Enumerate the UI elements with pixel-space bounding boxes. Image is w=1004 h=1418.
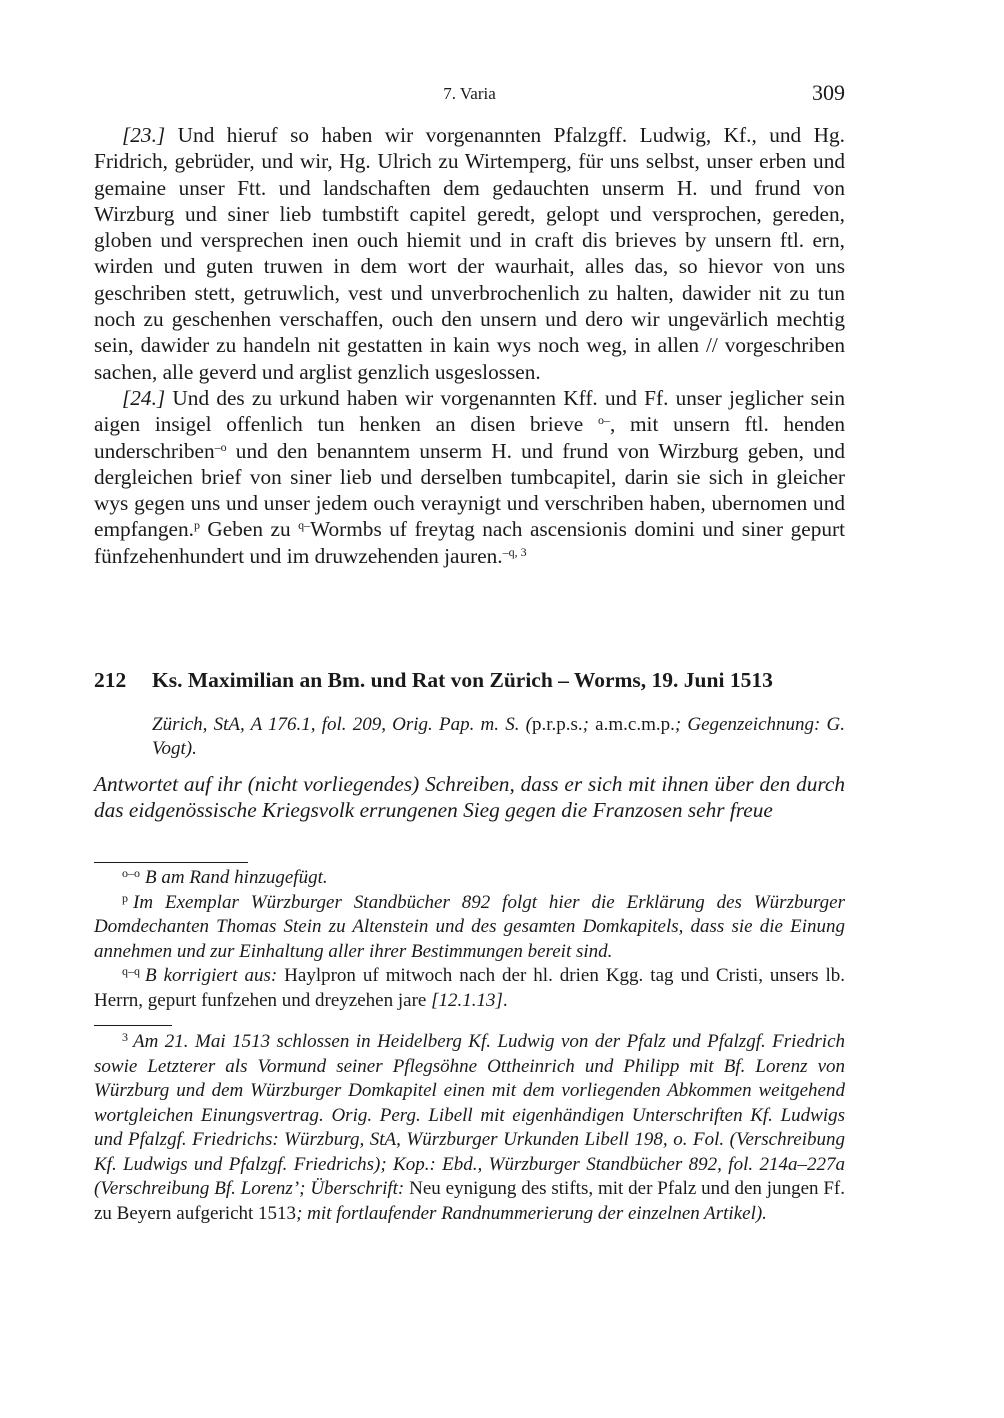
note-mark: q–q <box>122 964 140 978</box>
note-mark-o-open[interactable]: o– <box>597 413 610 428</box>
note-mark-q-open[interactable]: q– <box>298 518 311 533</box>
footnote-divider <box>94 1025 172 1026</box>
note-mark: 3 <box>122 1030 128 1044</box>
textual-note <box>94 964 845 1013</box>
page-number: 309 <box>812 80 845 105</box>
source-text: ; Gegenzeichnung: G. Vogt). <box>152 714 845 759</box>
textual-note <box>94 866 845 891</box>
note-text: ; mit fortlaufender Randnummerierung der einzelnen Artikel). <box>296 1202 767 1224</box>
source-text: Zürich, StA, A 176.1, fol. 209, Orig. Pap. m. S. ( <box>152 714 532 735</box>
note-text: Im Exemplar Würzburger Standbücher 892 folgt hier die Erklärung des Würzburger Domdechanten Thomas Stein zu Altenstein und des gesamten Domkapitels, dass sie die Einung annehmen und zur Einhaltung aller ihrer Bestimmungen bereit sind. <box>94 891 845 962</box>
commentary-notes <box>94 1030 845 1226</box>
textual-notes <box>94 866 845 1013</box>
note-text: B korrigiert aus: <box>145 965 278 986</box>
paragraph-label: [23.] <box>122 123 166 147</box>
note-mark: o–o <box>122 866 140 880</box>
document-title: Ks. Maximilian an Bm. und Rat von Zürich – Worms, 19. Juni 1513 <box>152 668 773 692</box>
note-text: [12.1.13] <box>431 989 503 1011</box>
note-text: Neu eynigung des stifts, mit der Pfalz und den jungen Ff. zu Beyern aufgericht 1513 <box>94 1178 846 1224</box>
running-head <box>94 80 845 108</box>
note-mark-o-close[interactable]: –o <box>214 439 227 454</box>
paragraph-label: [24.] <box>122 385 166 410</box>
paragraph-text: Und des zu urkund haben wir vorgenannten Kff. und Ff. unser jeglicher sein aigen insigel offenlich tun henken an disen brieve <box>94 385 845 437</box>
note-mark-q-close[interactable]: –q, 3 <box>502 544 527 559</box>
edition-text <box>94 122 845 569</box>
footnote-divider <box>94 862 248 863</box>
source-citation <box>152 713 845 761</box>
paragraph-text: und den benanntem unserm H. und frund von Wirzburg geben, und dergleichen brief von siner lieb und derselben tumbcapitel, darin sie sich in gleicher wys gegen uns und unser jedem ouch veraynigt und verschriben haben, ubernomen und empfangen. <box>94 438 845 542</box>
textual-note <box>94 891 845 965</box>
document-heading <box>94 668 845 693</box>
note-text: Haylpron uf mitwoch nach der hl. drien Kgg. tag und Cristi, unsers lb. Herrn, gepurt funfzehen und dreyzehen jare <box>94 965 845 1011</box>
paragraph-text: Und hieruf so haben wir vorgenannten Pfalzgff. Ludwig, Kf., und Hg. Fridrich, gebrüder, und wir, Hg. Ulrich zu Wirtemperg, für uns selbst, unser erben und gemaine unser Ftt. und landschaften dem gedauchten unserm H. und frund von Wirzburg und siner lieb tumbstift capitel geredt, gelopt und versprochen, gereden, globen und versprechen inen ouch hiemit und in craft dis brieves by unsern ftl. ern, wirden und guten truwen in dem wort der waurhait, alles das, so hievor von uns geschriben stett, getruwlich, vest und unverbrochenlich zu halten, dawider nit zu tun noch zu geschenhen verschaffen, ouch den unsern und dero wir ungevärlich mechtig sein, dawider zu handeln nit gestatten in kain wys noch weg, in allen // vorgeschriben sachen, alle geverd und arglist genzlich usgeslossen. <box>94 123 845 384</box>
source-text: p.r.p.s. <box>531 714 583 735</box>
source-text: ; <box>582 714 596 735</box>
note-text: Am 21. Mai 1513 schlossen in Heidelberg Kf. Ludwig von der Pfalz und Pfalzgf. Friedrich sowie Letzterer als Vormund seiner Pflegsöhne Ottheinrich und Philipp mit Bf. Lorenz von Würzburg und dem Würzburger Domkapitel einen mit dem vorliegenden Abkommen weitgehend wortgleichen Einungsvertrag. Orig. Perg. Libell mit eigenhändigen Unterschriften Kf. Ludwigs und Pfalzgf. Friedrichs: Würzburg, StA, Würzburger Urkunden Libell 198, o. Fol. (Verschreibung Kf. Ludwigs und Pfalzgf. Friedrichs); Kop.: Ebd., Würzburger Standbücher 892, fol. 214a–227a (Verschreibung Bf. Lorenz’; Überschrift: <box>94 1031 845 1199</box>
commentary-note <box>94 1030 845 1226</box>
paragraph-text: Geben zu <box>199 517 299 542</box>
paragraph-text: Wormbs uf freytag nach ascensionis domini und siner gepurt fünfzehenhundert und im druwzehenden jauren. <box>94 517 845 568</box>
note-mark-p[interactable]: p <box>193 518 200 533</box>
source-text: a.m.c.m.p. <box>595 714 675 735</box>
paragraph-text: , mit unsern ftl. henden underschriben <box>94 412 845 463</box>
note-mark: p <box>122 890 128 905</box>
note-text: . <box>502 989 508 1011</box>
section-title: 7. Varia <box>443 84 496 103</box>
document-number: 212 <box>94 668 127 692</box>
paragraph-24 <box>94 385 845 569</box>
paragraph-23 <box>94 122 845 385</box>
regest: Antwortet auf ihr (nicht vorliegendes) Schreiben, dass er sich mit ihnen über den durch das eidgenössische Kriegsvolk errungenen Sieg gegen die Franzosen sehr freue <box>94 772 845 823</box>
note-text: B am Rand hinzugefügt. <box>145 867 328 888</box>
